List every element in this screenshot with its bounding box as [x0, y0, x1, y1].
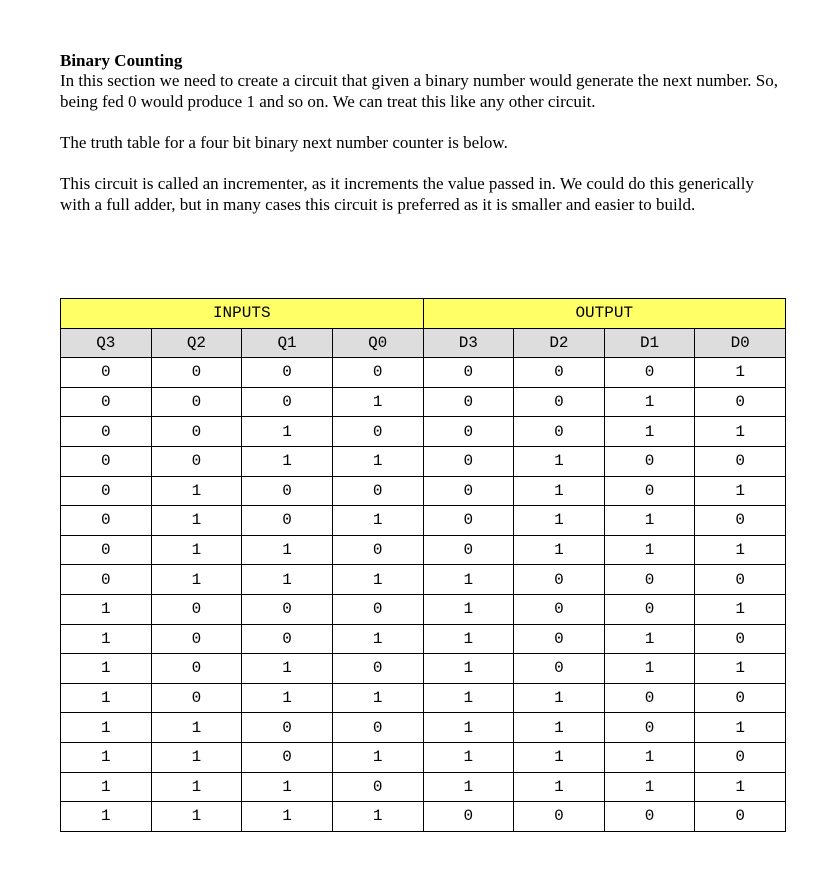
cell-q1: 0	[242, 742, 333, 772]
cell-d3: 1	[423, 683, 514, 713]
cell-q0: 0	[332, 713, 423, 743]
cell-d3: 1	[423, 742, 514, 772]
cell-q3: 0	[61, 358, 152, 388]
cell-d0: 0	[695, 802, 786, 832]
cell-d1: 0	[604, 565, 695, 595]
cell-q3: 0	[61, 446, 152, 476]
cell-d0: 0	[695, 387, 786, 417]
cell-d0: 0	[695, 624, 786, 654]
cell-q1: 0	[242, 594, 333, 624]
cell-d3: 0	[423, 417, 514, 447]
cell-q0: 0	[332, 417, 423, 447]
cell-d3: 1	[423, 654, 514, 684]
cell-d0: 0	[695, 565, 786, 595]
truth-table	[60, 298, 786, 832]
cell-q1: 1	[242, 565, 333, 595]
cell-d1: 1	[604, 654, 695, 684]
cell-q0: 1	[332, 565, 423, 595]
cell-q2: 0	[151, 683, 242, 713]
column-header-q0: Q0	[332, 328, 423, 358]
cell-d2: 1	[514, 772, 605, 802]
cell-q1: 0	[242, 387, 333, 417]
cell-q1: 1	[242, 772, 333, 802]
cell-d0: 1	[695, 535, 786, 565]
cell-d2: 0	[514, 802, 605, 832]
cell-q2: 0	[151, 594, 242, 624]
cell-q2: 0	[151, 654, 242, 684]
cell-d1: 1	[604, 417, 695, 447]
cell-q3: 1	[61, 742, 152, 772]
cell-d1: 0	[604, 446, 695, 476]
cell-d3: 1	[423, 772, 514, 802]
cell-d1: 0	[604, 476, 695, 506]
cell-q0: 0	[332, 476, 423, 506]
cell-d2: 1	[514, 476, 605, 506]
cell-q0: 0	[332, 772, 423, 802]
cell-d2: 1	[514, 506, 605, 536]
cell-q1: 0	[242, 358, 333, 388]
cell-d3: 0	[423, 387, 514, 417]
table-row	[61, 742, 786, 772]
cell-d0: 1	[695, 713, 786, 743]
cell-d0: 0	[695, 683, 786, 713]
intro-paragraph: In this section we need to create a circuit that given a binary number would generate the next number. So, being fed 0 would produce 1 and so on. We can treat this like any other circuit.	[60, 71, 779, 111]
column-header-d1: D1	[604, 328, 695, 358]
cell-q0: 1	[332, 683, 423, 713]
cell-q2: 0	[151, 387, 242, 417]
column-header-row	[61, 328, 786, 358]
table-row	[61, 802, 786, 832]
cell-d2: 1	[514, 535, 605, 565]
cell-q1: 0	[242, 624, 333, 654]
cell-q0: 1	[332, 506, 423, 536]
cell-q2: 1	[151, 565, 242, 595]
cell-d2: 1	[514, 683, 605, 713]
cell-q0: 1	[332, 802, 423, 832]
cell-q2: 0	[151, 624, 242, 654]
cell-d1: 0	[604, 358, 695, 388]
cell-q2: 0	[151, 446, 242, 476]
cell-q2: 1	[151, 802, 242, 832]
cell-q3: 0	[61, 417, 152, 447]
cell-d1: 1	[604, 387, 695, 417]
cell-d0: 0	[695, 446, 786, 476]
cell-q0: 1	[332, 624, 423, 654]
cell-q2: 1	[151, 506, 242, 536]
column-header-d2: D2	[514, 328, 605, 358]
cell-d2: 1	[514, 713, 605, 743]
column-header-q1: Q1	[242, 328, 333, 358]
cell-q0: 1	[332, 446, 423, 476]
cell-d0: 0	[695, 742, 786, 772]
cell-q0: 1	[332, 387, 423, 417]
table-row	[61, 713, 786, 743]
cell-q2: 0	[151, 417, 242, 447]
table-row	[61, 654, 786, 684]
cell-d3: 1	[423, 594, 514, 624]
cell-q3: 0	[61, 476, 152, 506]
output-group-header: OUTPUT	[423, 299, 786, 329]
cell-q0: 0	[332, 594, 423, 624]
cell-q1: 1	[242, 683, 333, 713]
cell-q3: 0	[61, 506, 152, 536]
table-row	[61, 446, 786, 476]
table-row	[61, 565, 786, 595]
cell-q3: 1	[61, 683, 152, 713]
cell-q0: 1	[332, 742, 423, 772]
cell-q3: 0	[61, 565, 152, 595]
cell-d2: 1	[514, 446, 605, 476]
cell-d2: 0	[514, 358, 605, 388]
column-header-d0: D0	[695, 328, 786, 358]
incrementer-paragraph: This circuit is called an incrementer, as it increments the value passed in. We could do this generically with a full adder, but in many cases this circuit is preferred as it is smaller and easier to build.	[60, 174, 754, 214]
cell-d2: 0	[514, 387, 605, 417]
table-row	[61, 594, 786, 624]
cell-d1: 1	[604, 742, 695, 772]
cell-d2: 0	[514, 624, 605, 654]
cell-q2: 1	[151, 535, 242, 565]
cell-d0: 1	[695, 476, 786, 506]
table-row	[61, 624, 786, 654]
table-row	[61, 772, 786, 802]
cell-q1: 0	[242, 506, 333, 536]
truth-table-intro-paragraph: The truth table for a four bit binary next number counter is below.	[60, 133, 508, 152]
table-row	[61, 387, 786, 417]
cell-d0: 1	[695, 417, 786, 447]
cell-d0: 1	[695, 772, 786, 802]
cell-q3: 1	[61, 772, 152, 802]
cell-d3: 0	[423, 802, 514, 832]
cell-q2: 1	[151, 742, 242, 772]
cell-d1: 1	[604, 624, 695, 654]
cell-d2: 1	[514, 742, 605, 772]
cell-d3: 0	[423, 476, 514, 506]
cell-q3: 1	[61, 624, 152, 654]
cell-d1: 1	[604, 506, 695, 536]
cell-q0: 0	[332, 535, 423, 565]
cell-q2: 1	[151, 772, 242, 802]
cell-q1: 1	[242, 802, 333, 832]
cell-q3: 1	[61, 713, 152, 743]
table-row	[61, 358, 786, 388]
cell-q2: 1	[151, 713, 242, 743]
table-row	[61, 535, 786, 565]
cell-d3: 1	[423, 713, 514, 743]
cell-q1: 1	[242, 654, 333, 684]
cell-q0: 0	[332, 654, 423, 684]
cell-d3: 0	[423, 446, 514, 476]
group-header-row	[61, 299, 786, 329]
section-heading: Binary Counting	[60, 51, 183, 70]
cell-d1: 1	[604, 535, 695, 565]
cell-q3: 0	[61, 387, 152, 417]
cell-d2: 0	[514, 417, 605, 447]
cell-q2: 0	[151, 358, 242, 388]
cell-q3: 1	[61, 802, 152, 832]
cell-d0: 1	[695, 594, 786, 624]
cell-d0: 0	[695, 506, 786, 536]
column-header-d3: D3	[423, 328, 514, 358]
cell-d0: 1	[695, 654, 786, 684]
cell-d3: 1	[423, 565, 514, 595]
cell-d1: 0	[604, 802, 695, 832]
cell-d1: 0	[604, 594, 695, 624]
table-row	[61, 506, 786, 536]
cell-d1: 0	[604, 683, 695, 713]
cell-q2: 1	[151, 476, 242, 506]
table-row	[61, 476, 786, 506]
cell-q1: 0	[242, 713, 333, 743]
cell-q1: 1	[242, 535, 333, 565]
cell-d2: 0	[514, 654, 605, 684]
table-row	[61, 683, 786, 713]
cell-q3: 1	[61, 654, 152, 684]
column-header-q3: Q3	[61, 328, 152, 358]
column-header-q2: Q2	[151, 328, 242, 358]
table-row	[61, 417, 786, 447]
cell-d2: 0	[514, 565, 605, 595]
cell-q1: 0	[242, 476, 333, 506]
cell-d2: 0	[514, 594, 605, 624]
cell-d0: 1	[695, 358, 786, 388]
cell-q0: 0	[332, 358, 423, 388]
cell-q1: 1	[242, 417, 333, 447]
cell-q3: 1	[61, 594, 152, 624]
cell-d1: 0	[604, 713, 695, 743]
cell-d3: 1	[423, 624, 514, 654]
cell-d1: 1	[604, 772, 695, 802]
cell-q1: 1	[242, 446, 333, 476]
cell-d3: 0	[423, 506, 514, 536]
cell-d3: 0	[423, 535, 514, 565]
cell-d3: 0	[423, 358, 514, 388]
inputs-group-header: INPUTS	[61, 299, 424, 329]
cell-q3: 0	[61, 535, 152, 565]
